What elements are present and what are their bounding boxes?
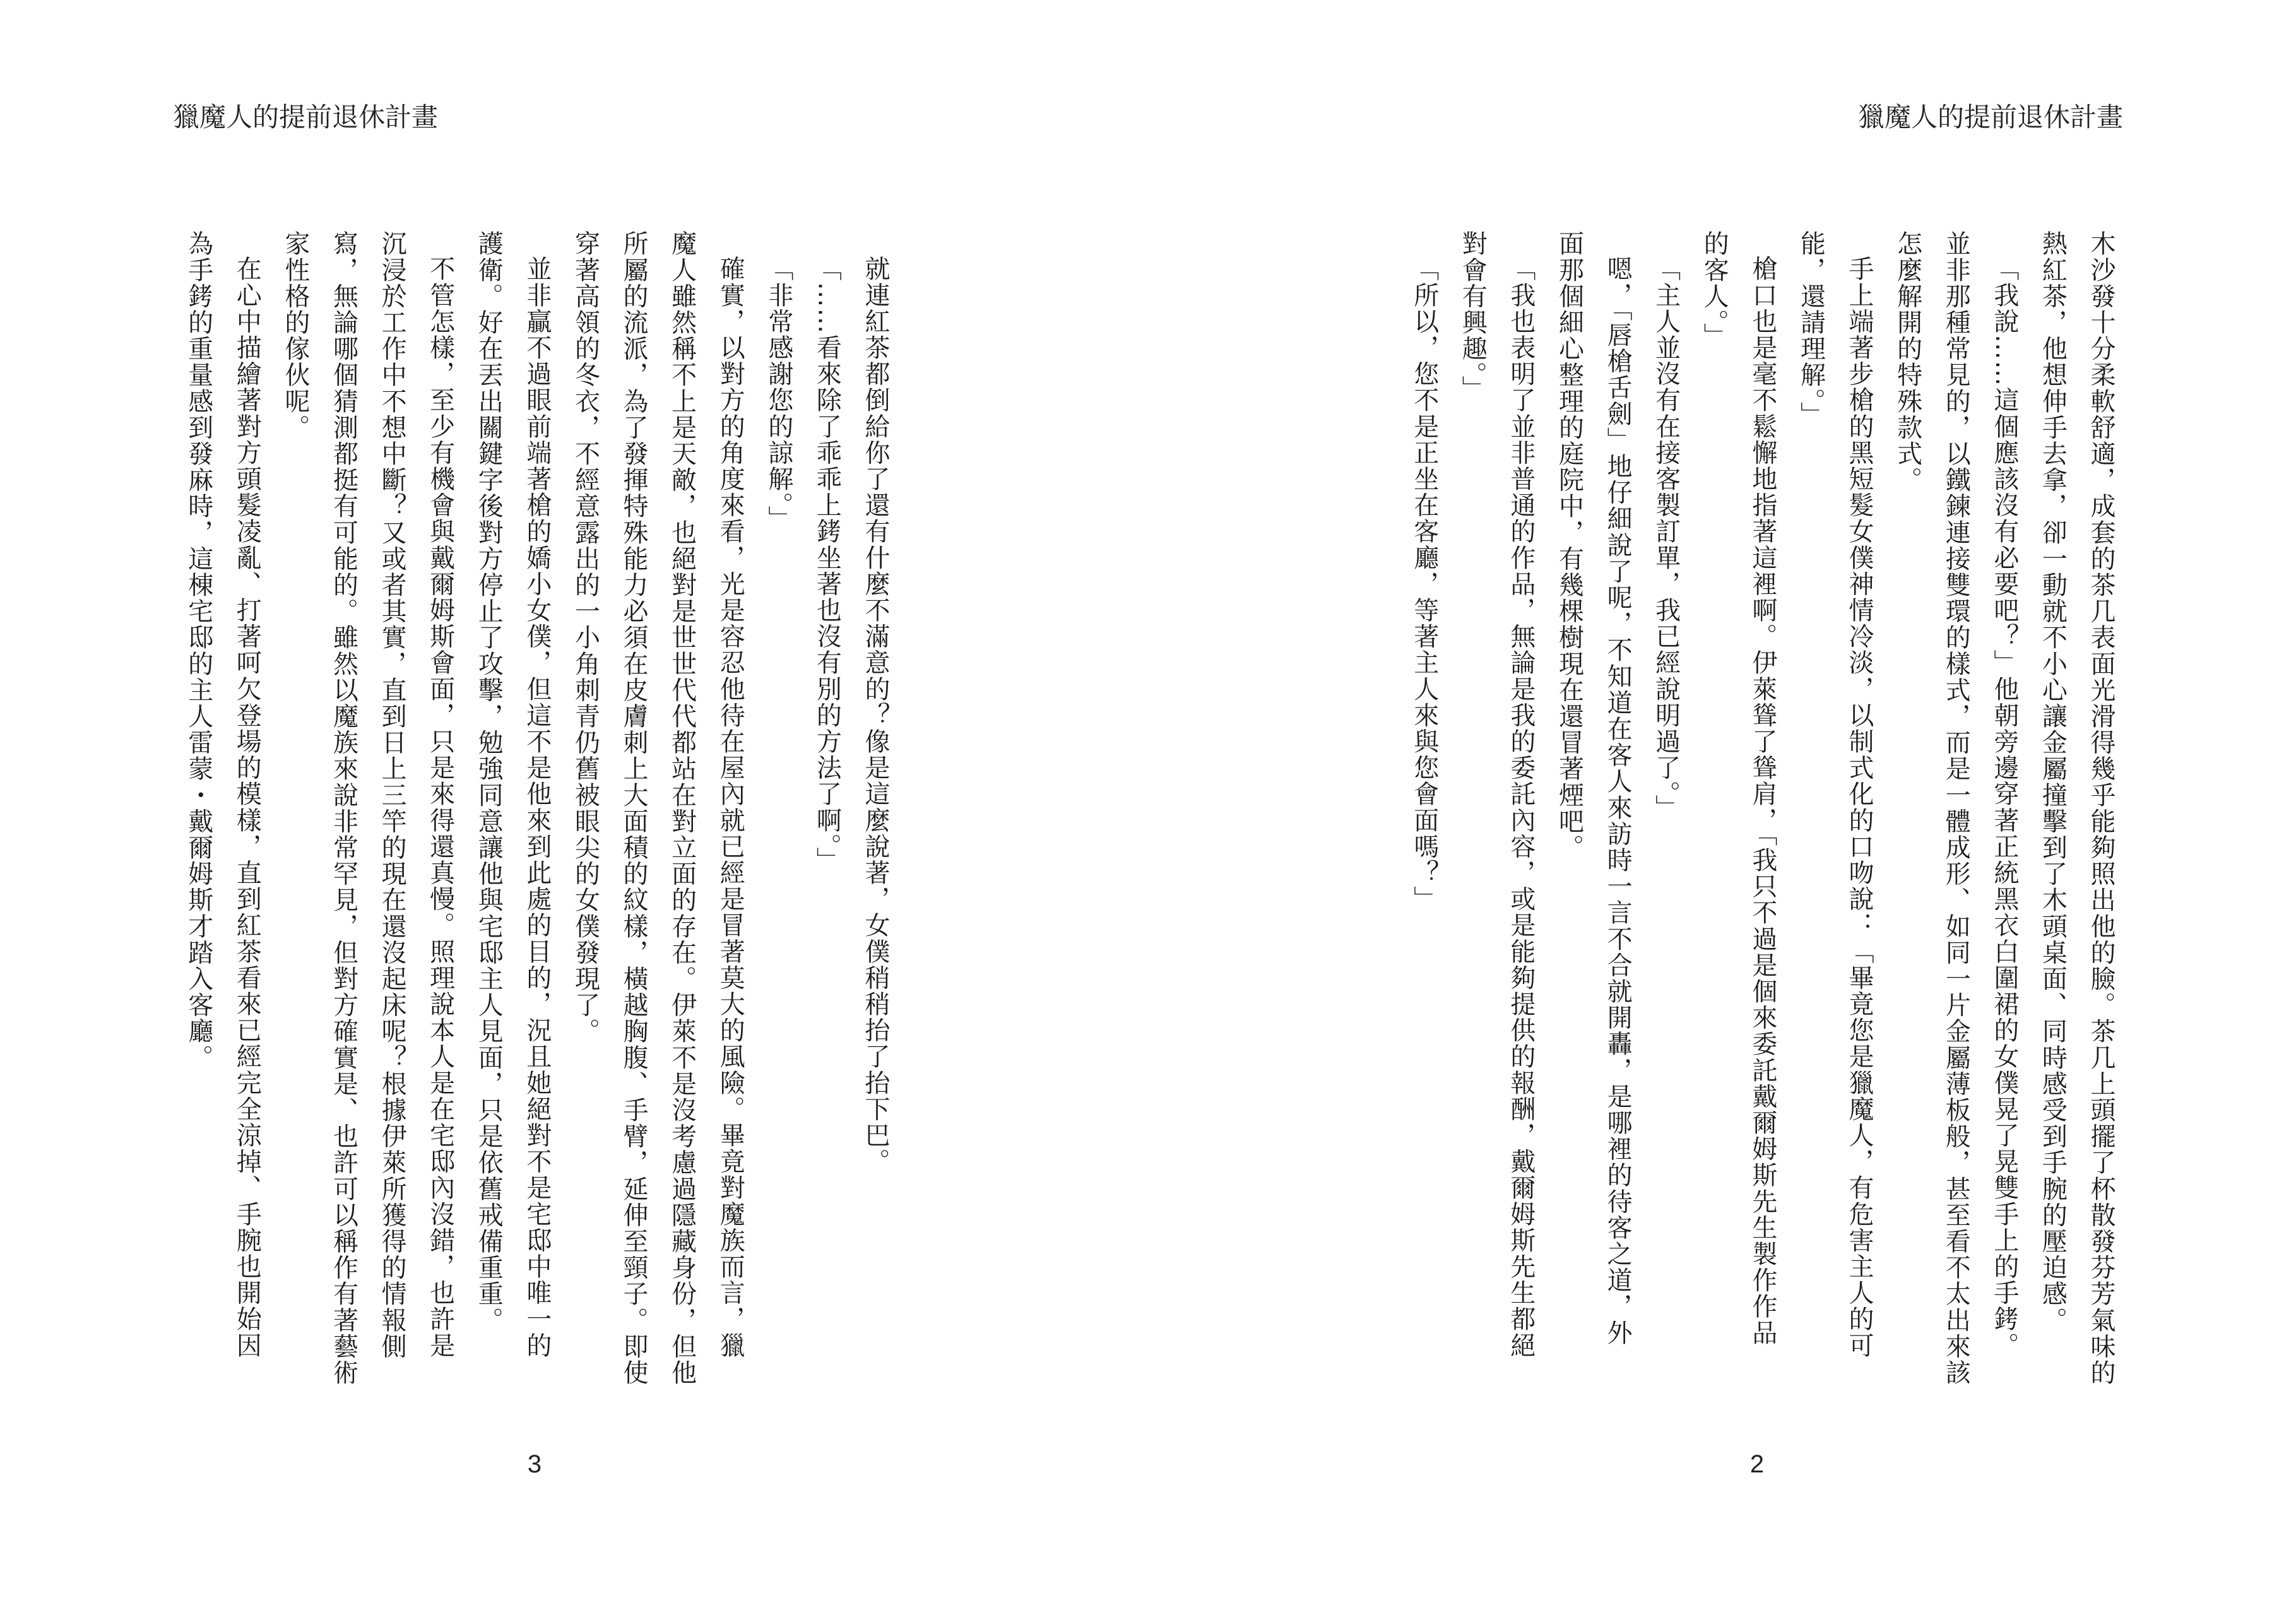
text-column: 木沙發十分柔軟舒適，成套的茶几表面光滑得幾乎能夠照出他的臉。茶几上頭擺了杯散發芬芳氣味的 (2086, 230, 2116, 1386)
page-number-right: 2 (1749, 1450, 1765, 1478)
text-column: 確實，以對方的角度來看，光是容忍他待在屋內就已經是冒著莫大的風險。畢竟對魔族而言，獵 (716, 256, 745, 1359)
text-column: 穿著高領的冬衣，不經意露出的一小角刺青仍舊被眼尖的女僕發現了。 (571, 230, 600, 1045)
text-column: 魔人雖然稱不上是天敵，也絕對是世世代代都站在對立面的存在。伊萊不是沒考慮過隱藏身份，但他 (667, 230, 697, 1386)
text-column: 嗯，「唇槍舌劍」地仔細說了呢，不知道在客人來訪時一言不合就開轟，是哪裡的待客之道，外 (1603, 256, 1633, 1346)
text-column: 「非常感謝您的諒解。」 (764, 256, 793, 532)
text-column: 的客人。」 (1700, 230, 1729, 349)
text-column: 在心中描繪著對方頭髮凌亂、打著呵欠登場的模樣，直到紅茶看來已經完全涼掉、手腕也開始因 (232, 256, 262, 1359)
text-column: 對會有興趣。」 (1458, 230, 1488, 402)
text-column: 為手銬的重量感到發麻時，這棟宅邸的主人雷蒙・戴爾姆斯才踏入客廳。 (184, 230, 213, 1071)
text-column: 手上端著步槍的黑短髮女僕神情冷淡，以制式化的口吻說：「畢竟您是獵魔人，有危害主人的可 (1845, 256, 1874, 1359)
text-column: 寫，無論哪個猜測都挺有可能的。雖然以魔族來說非常罕見，但對方確實是、也許可以稱作有著藝術 (329, 230, 358, 1386)
running-header-right: 獵魔人的提前退休計畫 (1857, 102, 2123, 133)
text-column: 護衛。好在丟出關鍵字後對方停止了攻擊，勉強同意讓他與宅邸主人見面，只是依舊戒備重重。 (474, 230, 504, 1334)
text-column: 家性格的傢伙呢。 (280, 230, 310, 441)
text-column: 「我也表明了並非普通的作品，無論是我的委託內容，或是能夠提供的報酬，戴爾姆斯先生都絕 (1506, 256, 1536, 1359)
text-column: 沉浸於工作中不想中斷？又或者其實，直到日上三竿的現在還沒起床呢？根據伊萊所獲得的情報側 (377, 230, 407, 1359)
text-column: 所屬的流派，為了發揮特殊能力必須在皮膚刺上大面積的紋樣，橫越胸腹、手臂，延伸至頸子。即使 (619, 230, 649, 1386)
text-column: 「我說……這個應該沒有必要吧？」他朝旁邊穿著正統黑衣白圍裙的女僕晃了晃雙手上的手銬。 (1989, 256, 2019, 1359)
running-header-left: 獵魔人的提前退休計畫 (173, 102, 439, 133)
text-column: 「主人並沒有在接客製訂單，我已經說明過了。」 (1651, 256, 1681, 821)
text-column: 怎麼解開的特殊款式。 (1893, 230, 1922, 493)
left-page-body (174, 230, 899, 1429)
text-column: 就連紅茶都倒給你了還有什麼不滿意的？像是這麼說著，女僕稍稍抬了抬下巴。 (861, 256, 890, 1175)
text-column: 不管怎樣，至少有機會與戴爾姆斯會面，只是來得還真慢。照理說本人是在宅邸內沒錯，也許是 (425, 256, 455, 1359)
page-number-left: 3 (527, 1450, 542, 1478)
text-column: 「……看來除了乖乖上銬坐著也沒有別的方法了啊。」 (812, 256, 842, 873)
right-page-body (1400, 230, 2125, 1429)
text-column: 並非贏不過眼前端著槍的嬌小女僕，但這不是他來到此處的目的，況且她絕對不是宅邸中唯一的 (522, 256, 552, 1359)
text-column: 槍口也是毫不鬆懈地指著這裡啊。伊萊聳了聳肩，「我只不過是個來委託戴爾姆斯先生製作作品 (1748, 256, 1777, 1346)
text-column: 並非那種常見的，以鐵鍊連接雙環的樣式，而是一體成形、如同一片金屬薄板般，甚至看不太出來該 (1941, 230, 1971, 1386)
text-column: 熱紅茶，他想伸手去拿，卻一動就不小心讓金屬撞擊到了木頭桌面、同時感受到手腕的壓迫感。 (2038, 230, 2068, 1334)
text-column: 能，還請理解。」 (1796, 230, 1826, 428)
text-column: 「所以，您不是正坐在客廳，等著主人來與您會面嗎？」 (1409, 256, 1439, 912)
text-column: 面那個細心整理的庭院中，有幾棵樹現在還冒著煙吧。 (1554, 230, 1584, 861)
